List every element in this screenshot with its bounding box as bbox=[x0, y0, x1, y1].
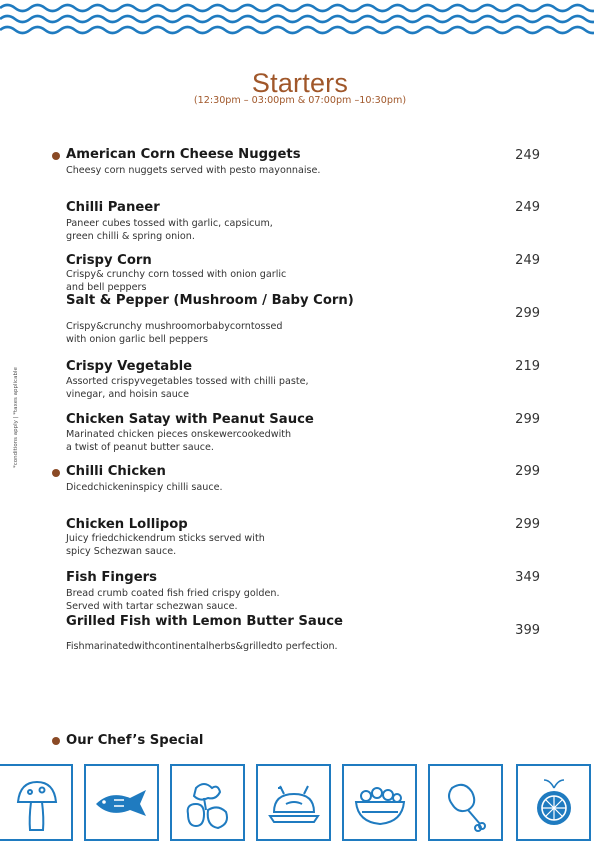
menu-item-name: Chicken Lollipop bbox=[66, 517, 188, 532]
menu-item-price: 219 bbox=[515, 359, 540, 374]
service-hours: (12:30pm – 03:00pm & 07:00pm –10:30pm) bbox=[193, 95, 407, 106]
menu-item-name: Fish Fingers bbox=[66, 570, 158, 585]
bullet-chef-special bbox=[52, 737, 60, 745]
drumstick-icon bbox=[430, 766, 501, 839]
menu-item-name: Crispy Corn bbox=[66, 253, 152, 268]
menu-item-price: 349 bbox=[515, 570, 540, 585]
description-line: Crispy& crunchy corn tossed with onion garlic bbox=[66, 269, 287, 280]
mushroom-tile bbox=[0, 764, 73, 841]
description-line: vinegar, and hoisin sauce bbox=[66, 389, 189, 400]
menu-item-price: 249 bbox=[515, 200, 540, 215]
description-line: Marinated chicken pieces onskewercookedwith bbox=[66, 429, 292, 440]
menu-item-price: 399 bbox=[515, 623, 540, 638]
description-line: Juicy friedchickendrum sticks served with bbox=[66, 533, 265, 544]
page-title: Starters bbox=[251, 68, 349, 98]
vegetables-icon bbox=[172, 766, 243, 839]
menu-item-description bbox=[66, 481, 506, 494]
description-line: and bell peppers bbox=[66, 282, 147, 293]
icon-strip bbox=[0, 764, 594, 844]
menu-item-price: 299 bbox=[515, 464, 540, 479]
menu-item-name: Salt & Pepper (Mushroom / Baby Corn) bbox=[66, 293, 354, 308]
menu-item-description bbox=[66, 640, 506, 653]
menu-item-description bbox=[66, 428, 506, 454]
menu-item-name: Chilli Chicken bbox=[66, 464, 166, 479]
drumstick-tile bbox=[428, 764, 503, 841]
description-line: Assorted crispyvegetables tossed with chilli paste, bbox=[66, 376, 309, 387]
mushroom-icon bbox=[0, 766, 71, 839]
vegetables-tile bbox=[170, 764, 245, 841]
description-line: Cheesy corn nuggets served with pesto mayonnaise. bbox=[66, 165, 321, 176]
description-line: Dicedchickeninspicy chilli sauce. bbox=[66, 482, 223, 493]
wave-border bbox=[0, 0, 594, 42]
menu-item-name: American Corn Cheese Nuggets bbox=[66, 147, 301, 162]
menu-item-description bbox=[66, 268, 506, 294]
salad-bowl-icon bbox=[344, 766, 415, 839]
description-line: Crispy&crunchy mushroomorbabycorntossed bbox=[66, 321, 283, 332]
menu-item-price: 249 bbox=[515, 148, 540, 163]
menu-item-price: 299 bbox=[515, 306, 540, 321]
fish-icon bbox=[86, 766, 157, 839]
menu-item-description bbox=[66, 320, 506, 346]
description-line: Served with tartar schezwan sauce. bbox=[66, 601, 238, 612]
menu-item-description bbox=[66, 217, 506, 243]
menu-item-name: Grilled Fish with Lemon Butter Sauce bbox=[66, 614, 343, 629]
menu-item-description bbox=[66, 164, 506, 177]
fish-tile bbox=[84, 764, 159, 841]
coconut-tile bbox=[516, 764, 591, 841]
menu-item-name: Crispy Vegetable bbox=[66, 359, 193, 374]
description-line: a twist of peanut butter sauce. bbox=[66, 442, 214, 453]
side-note: *conditions apply | *taxes applicable bbox=[13, 367, 19, 468]
menu-item-name: Chicken Satay with Peanut Sauce bbox=[66, 412, 314, 427]
description-line: with onion garlic bell peppers bbox=[66, 334, 208, 345]
description-line: Bread crumb coated fish fried crispy golden. bbox=[66, 588, 280, 599]
menu-item-description bbox=[66, 532, 506, 558]
bullet-marker bbox=[52, 469, 60, 477]
description-line: Fishmarinatedwithcontinentalherbs&grilledto perfection. bbox=[66, 641, 338, 652]
roast-chicken-tile bbox=[256, 764, 331, 841]
menu-item-price: 299 bbox=[515, 517, 540, 532]
chef-special-heading: Our Chef’s Special bbox=[66, 733, 204, 748]
menu-item-price: 299 bbox=[515, 412, 540, 427]
description-line: Paneer cubes tossed with garlic, capsicum, bbox=[66, 218, 273, 229]
description-line: green chilli & spring onion. bbox=[66, 231, 195, 242]
description-line: spicy Schezwan sauce. bbox=[66, 546, 177, 557]
menu-item-name: Chilli Paneer bbox=[66, 200, 160, 215]
salad-bowl-tile bbox=[342, 764, 417, 841]
menu-item-description bbox=[66, 375, 506, 401]
roast-chicken-icon bbox=[258, 766, 329, 839]
coconut-icon bbox=[518, 766, 589, 839]
bullet-marker bbox=[52, 152, 60, 160]
menu-item-description bbox=[66, 587, 506, 613]
menu-item-price: 249 bbox=[515, 253, 540, 268]
